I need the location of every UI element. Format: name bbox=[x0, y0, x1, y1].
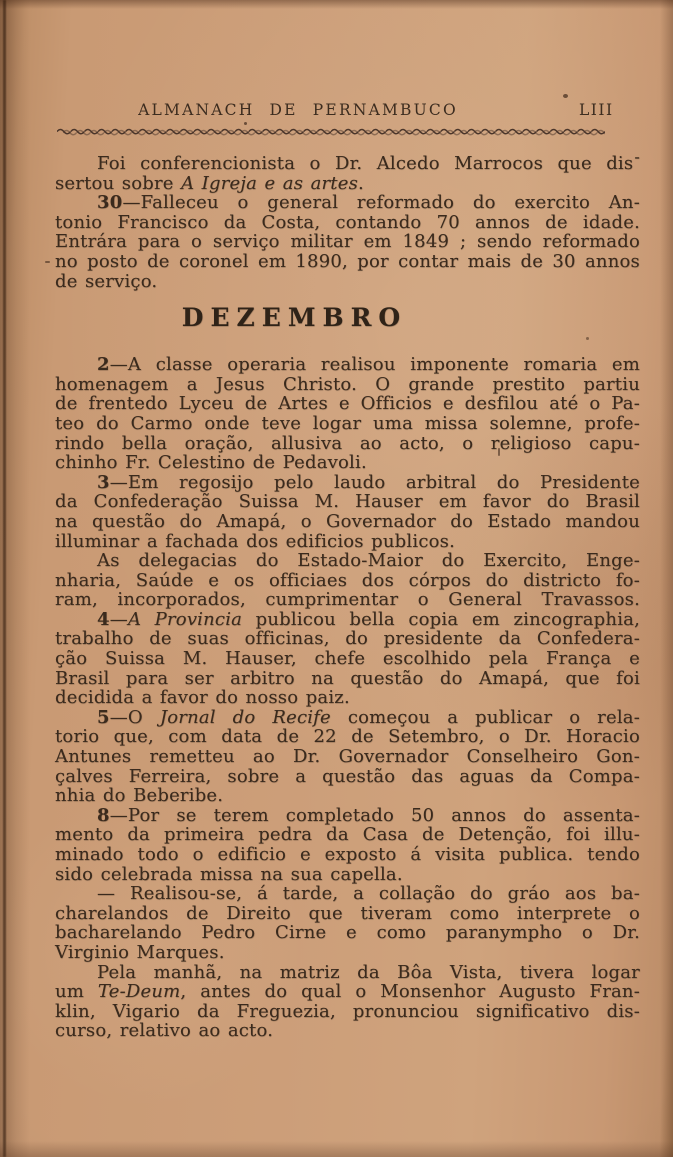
text-line: torio que, com data de 22 de Setembro, o Dr. Horacio bbox=[55, 726, 640, 748]
text-line: da Confederação Suissa M. Hauser em favor do Brasil bbox=[55, 491, 640, 513]
text-line: homenagem a Jesus Christo. O grande prestito partiu bbox=[55, 373, 640, 395]
text-line: Entrára para o serviço militar em 1849 ; sendo reformado bbox=[55, 231, 640, 253]
text-line: bacharelando Pedro Cirne e como paranympho o Dr. bbox=[55, 922, 640, 944]
text-segment: Foi conferencionista o Dr. Alcedo Marrocos que dis bbox=[97, 153, 634, 174]
text-segment: —Por se terem completado 50 annos do assenta- bbox=[109, 804, 640, 826]
text-line: nharia, Saúde e os officiaes dos córpos do districto fo- bbox=[55, 569, 640, 591]
text-line: na questão do Amapá, o Governador do Estado mandou bbox=[55, 510, 640, 532]
text-segment: —Em regosijo pelo laudo arbitral do Presidente bbox=[109, 471, 640, 493]
day-number: 8 bbox=[97, 804, 110, 826]
day-number: 2 bbox=[97, 354, 110, 376]
page-left-edge-line bbox=[3, 0, 6, 1157]
text-line: ção Suissa M. Hauser, chefe escolhido pela França e bbox=[55, 648, 640, 670]
text-line: mento da primeira pedra da Casa de Detenção, foi illu- bbox=[55, 824, 640, 846]
text-segment: começou a publicar o rela- bbox=[330, 706, 640, 728]
day-number: 4 bbox=[97, 608, 110, 630]
text-line bbox=[55, 174, 640, 194]
text-segment: . bbox=[358, 172, 364, 194]
text-segment: —Falleceu o general reformado do exercito An- bbox=[122, 192, 640, 214]
text-segment: —A classe operaria realisou imponente romaria em bbox=[109, 354, 640, 376]
text-line: teo do Carmo onde teve logar uma missa solemne, profe- bbox=[55, 412, 640, 434]
text-segment: sertou sobre bbox=[55, 172, 182, 194]
text-line: rindo bella oração, allusiva ao acto, o religioso capu- bbox=[55, 432, 640, 454]
text-line bbox=[55, 193, 640, 213]
text-line bbox=[55, 473, 640, 493]
text-segment: A Igreja e as artes bbox=[181, 172, 359, 194]
text-line: As delegacias do Estado-Maior do Exercito, Enge- bbox=[97, 550, 640, 572]
header-title: ALMANACH DE PERNAMBUCO bbox=[138, 101, 458, 119]
text-block bbox=[55, 147, 641, 1042]
text-segment: um bbox=[55, 981, 98, 1003]
running-header bbox=[55, 101, 640, 121]
text-line: Virginio Marques. bbox=[55, 941, 225, 963]
text-line: curso, relativo ao acto. bbox=[55, 1020, 274, 1042]
text-segment: —O bbox=[109, 706, 160, 728]
text-line: decidida a favor do nosso paiz. bbox=[55, 687, 350, 709]
text-line: Pela manhã, na matriz da Bôa Vista, tivera logar bbox=[97, 961, 640, 983]
text-line bbox=[55, 806, 640, 826]
day-number: 3 bbox=[97, 471, 110, 493]
ink-speck bbox=[45, 261, 50, 263]
day-number: 5 bbox=[97, 706, 110, 728]
text-segment: Te-Deum bbox=[97, 981, 181, 1003]
text-line: minado todo o edificio e exposto á visita publica. tendo bbox=[55, 844, 640, 865]
text-line bbox=[55, 610, 640, 630]
text-segment: A Provincia bbox=[127, 608, 243, 630]
raised-hyphen: - bbox=[634, 147, 640, 167]
page-number: LIII bbox=[579, 101, 614, 119]
ink-speck bbox=[563, 94, 568, 98]
text-line: — Realisou-se, á tarde, a collação do gráo aos ba- bbox=[97, 883, 640, 905]
text-line: sido celebrada missa na sua capella. bbox=[55, 863, 403, 885]
text-line bbox=[55, 355, 640, 375]
text-line: de serviço. bbox=[55, 270, 158, 292]
text-line: illuminar a fachada dos edificios publicos. bbox=[55, 530, 455, 552]
text-line: Antunes remetteu ao Dr. Governador Conselheiro Gon- bbox=[55, 746, 640, 768]
text-line: charelandos de Direito que tiveram como interprete o bbox=[55, 902, 640, 924]
wavy-rule bbox=[57, 126, 605, 137]
ink-speck bbox=[244, 122, 247, 125]
text-segment: , antes do qual o Monsenhor Augusto Fran- bbox=[180, 981, 641, 1003]
text-segment: publicou bella copia em zincographia, bbox=[242, 608, 641, 630]
text-line bbox=[55, 708, 640, 728]
section-heading: DEZEMBRO bbox=[181, 303, 408, 333]
text-line: de frentedo Lyceu de Artes e Officios e desfilou até o Pa- bbox=[55, 393, 640, 415]
text-line: chinho Fr. Celestino de Pedavoli. bbox=[55, 452, 367, 474]
day-number: 30 bbox=[97, 192, 123, 214]
text-line: no posto de coronel em 1890, por contar mais de 30 annos bbox=[55, 250, 640, 272]
text-segment: — bbox=[109, 608, 128, 630]
text-line bbox=[55, 147, 640, 174]
text-line: çalves Ferreira, sobre a questão das aguas da Compa- bbox=[55, 765, 640, 787]
text-line: ram, incorporados, cumprimentar o General Travassos. bbox=[55, 589, 640, 611]
text-line: nhia do Beberibe. bbox=[55, 785, 224, 807]
text-line: trabalho de suas officinas, do presidente da Confedera- bbox=[55, 628, 640, 650]
text-line: Brasil para ser arbitro na questão do Amapá, que foi bbox=[55, 667, 640, 689]
text-line: klin, Vigario da Freguezia, pronunciou significativo dis- bbox=[55, 1000, 640, 1022]
text-segment: Jornal do Recife bbox=[159, 706, 331, 728]
text-line bbox=[55, 982, 640, 1002]
text-line: tonio Francisco da Costa, contando 70 annos de idade. bbox=[55, 211, 640, 233]
page-right-edge-shadow bbox=[660, 0, 673, 1157]
